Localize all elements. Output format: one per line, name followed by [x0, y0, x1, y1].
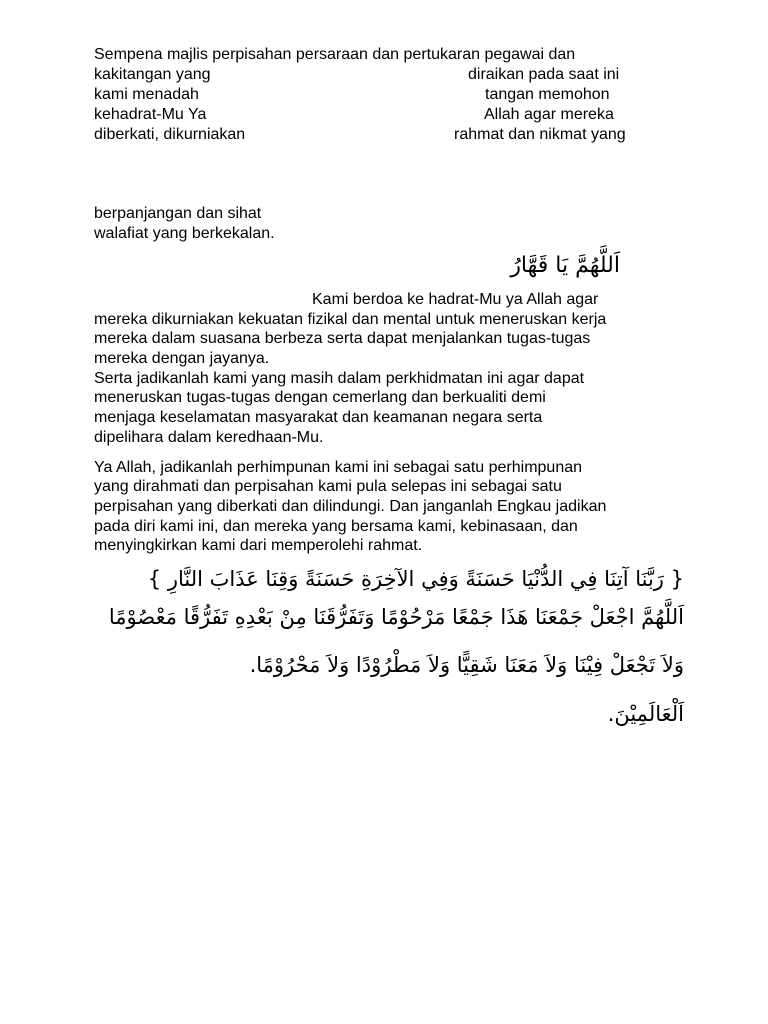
arabic-doa-line1: { رَبَّنَا آتِنَا فِي الدُّنْيَا حَسَنَةً وَفِي الآخِرَةِ حَسَنَةً وَقِنَا عَذَابَ النَّارِ }	[147, 567, 684, 591]
para3-line3: mereka dalam suasana berbeza serta dapat menjalankan tugas-tugas	[94, 330, 591, 347]
para1-line2-left: kakitangan yang	[94, 66, 211, 83]
para3-line8: dipelihara dalam keredhaan-Mu.	[94, 429, 324, 446]
para4-line4: pada diri kami ini, dan mereka yang bersama kami, kebinasaan, dan	[94, 518, 578, 535]
para3-line4: mereka dengan jayanya.	[94, 350, 270, 367]
para3-line1: Kami berdoa ke hadrat-Mu ya Allah agar	[312, 291, 599, 308]
para4-line5: menyingkirkan kami dari memperolehi rahmat.	[94, 537, 423, 554]
para4-line3: perpisahan yang diberkati dan dilindungi. Dan janganlah Engkau jadikan	[94, 498, 607, 515]
para1-line5-left: diberkati, dikurniakan	[94, 126, 246, 143]
para4-line1: Ya Allah, jadikanlah perhimpunan kami ini sebagai satu perhimpunan	[94, 459, 583, 476]
arabic-invocation: اَللَّهُمَّ يَا قَهَّارُ	[510, 253, 620, 278]
para3-line7: menjaga keselamatan masyarakat dan keamanan negara serta	[94, 409, 543, 426]
para1-line3-right: tangan memohon	[485, 86, 610, 103]
para1-line2-right: diraikan pada saat ini	[468, 66, 620, 83]
para2-line2: walafiat yang berkekalan.	[94, 225, 275, 242]
para3-line5: Serta jadikanlah kami yang masih dalam perkhidmatan ini agar dapat	[94, 370, 585, 387]
para1-line5-right: rahmat dan nikmat yang	[454, 126, 626, 143]
para1-line4-left: kehadrat-Mu Ya	[94, 106, 207, 123]
para1-line4-right: Allah agar mereka	[484, 106, 614, 123]
para1-line1: Sempena majlis perpisahan persaraan dan pertukaran pegawai dan	[94, 46, 576, 63]
para3-line2: mereka dikurniakan kekuatan fizikal dan mental untuk meneruskan kerja	[94, 311, 607, 328]
arabic-doa-line4: اَلْعَالَمِيْنَ.	[607, 702, 684, 726]
arabic-doa-line2: اَللَّهُمَّ اجْعَلْ جَمْعَنَا هَذَا جَمْعًا مَرْحُوْمًا وَتَفَرُّقَنَا مِنْ بَعْدِهِ تَفَرُّقًا مَعْصُوْمًا	[108, 605, 684, 629]
para2-line1: berpanjangan dan sihat	[94, 205, 262, 222]
arabic-doa-line3: وَلاَ تَجْعَلْ فِيْنَا وَلاَ مَعَنَا شَقِيًّا وَلاَ مَطْرُوْدًا وَلاَ مَحْرُوْمًا.	[249, 653, 684, 677]
para4-line2: yang dirahmati dan perpisahan kami pula selepas ini sebagai satu	[94, 478, 562, 495]
para3-line6: meneruskan tugas-tugas dengan cemerlang dan berkualiti demi	[94, 389, 546, 406]
para1-line3-left: kami menadah	[94, 86, 199, 103]
